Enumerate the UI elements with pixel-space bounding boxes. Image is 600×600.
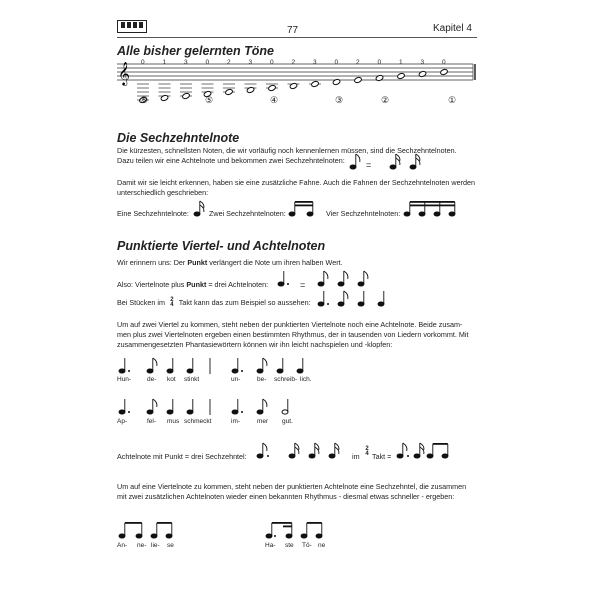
staff-note — [440, 69, 448, 76]
lyric-syllable: im- — [231, 418, 241, 425]
lyric-syllable: kot — [167, 376, 176, 383]
dotted-stuecke: Bei Stücken im 2 4 Takt kann das zum Beispiel so aussehen: — [117, 297, 311, 309]
fingering-number: 0 — [270, 59, 274, 66]
fingering-number: 0 — [205, 59, 210, 66]
chapter-label: Kapitel 4 — [433, 23, 472, 34]
staff-note — [268, 85, 276, 92]
lyric-syllable: mer — [257, 418, 269, 425]
lyric-syllable: lie- — [151, 542, 160, 549]
label-four-sixteenths: Vier Sechzehntelnoten: — [326, 209, 401, 218]
sixteenth-text-4: unterschiedlich geschrieben: — [117, 188, 209, 197]
lyric-syllable: ste — [285, 542, 294, 549]
lyric-syllable: gut. — [282, 418, 293, 425]
lyric-syllable: ne- — [137, 542, 147, 549]
lyric-syllable: be- — [257, 376, 267, 383]
sixteenth-text-3: Damit wir sie leicht erkennen, haben sie eine zusätzliche Fahne. Auch die Fahnen der Sechzehntelnoten werden — [117, 178, 475, 187]
dotted-eighth-rhythm — [257, 440, 467, 462]
fingering-number: 3 — [420, 59, 425, 66]
staff-note — [311, 81, 319, 88]
fingering-number: 2 — [291, 59, 296, 66]
lyric-syllable: de- — [147, 376, 157, 383]
string-number: ④ — [270, 95, 279, 105]
lyric-syllable: mus — [167, 418, 180, 425]
lyric-syllable: An- — [117, 542, 128, 549]
dotted-para-1: Um auf zwei Viertel zu kommen, steht neben der punktierten Viertelnote noch eine Achtelnote. Beide zusam- — [117, 320, 463, 329]
time-signature: 2 4 — [170, 297, 174, 309]
equals-sign-dotted: = — [300, 280, 306, 290]
dotted-rhythm-example — [318, 288, 398, 310]
fingering-number: 0 — [377, 59, 382, 66]
staff-note — [418, 71, 426, 78]
staff-note — [375, 75, 383, 82]
page-number: 77 — [287, 25, 299, 36]
string-number: ① — [448, 95, 457, 105]
eighth-equals-two-sixteenths — [350, 152, 445, 172]
staff-note — [289, 83, 297, 90]
label-two-sixteenths: Zwei Sechzehntelnoten: — [209, 209, 286, 218]
sixteenth-examples — [117, 198, 477, 220]
fingering-number: 3 — [313, 59, 317, 66]
lyric-syllable: Hun- — [117, 376, 132, 383]
dotted-eighth-label: Achtelnote mit Punkt = drei Sechzehntel: — [117, 452, 247, 461]
staff-note — [160, 95, 168, 102]
rhythm-row-3 — [117, 520, 477, 542]
string-number: ⑤ — [205, 95, 214, 105]
achtel-im: im — [352, 452, 360, 461]
fingering-number: 2 — [356, 59, 360, 66]
rhythm-row-1 — [117, 355, 337, 377]
treble-clef-icon: 𝄞 — [118, 61, 130, 85]
dotted-para-4: Um auf eine Viertelnote zu kommen, steht neben der punktierten Achtelnote eine Sechzehntel, die zusammen — [117, 482, 467, 491]
fingering-number: 1 — [399, 59, 403, 66]
dotted-quarter-equals — [278, 268, 378, 290]
lyric-syllable: ne — [318, 542, 326, 549]
rhythm-row-2 — [117, 396, 337, 418]
fingering-number: 2 — [227, 59, 231, 66]
fingering-number: 3 — [248, 59, 253, 66]
fingering-number: 0 — [334, 59, 339, 66]
staff-note — [397, 73, 405, 80]
publisher-logo — [117, 20, 147, 33]
staff-note — [182, 93, 190, 100]
staff-note — [225, 89, 233, 96]
dotted-para-3: zusammengesetzten Phantasiewörtern können wir ihn leicht nachspielen und -klopfen: — [117, 340, 393, 349]
lyric-syllable: schmeckt — [184, 418, 212, 425]
string-number: ⑥ — [140, 95, 149, 105]
dotted-intro: Wir erinnern uns: Der Punkt verlängert die Note um ihren halben Wert. — [117, 258, 343, 267]
header-rule — [117, 37, 477, 38]
lyric-syllable: Tö- — [302, 542, 312, 549]
lyric-syllable: lich. — [300, 376, 312, 383]
string-number: ② — [381, 95, 390, 105]
fingering-number: 3 — [184, 59, 188, 66]
lyric-syllable: schreib- — [274, 376, 298, 383]
fingering-number: 1 — [162, 59, 167, 66]
staff-note — [246, 87, 254, 94]
sixteenth-text-1: Die kürzesten, schnellsten Noten, die wir vorläufig noch kennenlernen müssen, sind die Sechzehntelnoten. — [117, 146, 457, 155]
staff-note — [332, 79, 340, 86]
fingering-number: 0 — [141, 59, 145, 66]
time-signature-2: 2 4 — [365, 446, 369, 457]
lyric-syllable: Ap- — [117, 418, 128, 425]
dotted-para-5: mit zwei zusätzlichen Achtelnoten wieder einen bekannten Rhythmus - diesmal etwas schneller - ergeben: — [117, 492, 455, 501]
lyric-syllable: un- — [231, 376, 241, 383]
string-number: ③ — [335, 95, 344, 105]
dotted-para-2: men plus zwei Viertelnoten ergeben einen bestimmten Rhythmus, der in tausenden von Liedern vorkommt. Mit — [117, 330, 469, 339]
sixteenth-text-2: Dazu teilen wir eine Achtelnote und bekommen zwei Sechzehntelnoten: — [117, 156, 345, 165]
staff-note — [354, 77, 362, 84]
lyric-syllable: Ha- — [265, 542, 276, 549]
lyric-syllable: se — [167, 542, 174, 549]
lyric-syllable: stinkt — [184, 376, 200, 383]
label-one-sixteenth: Eine Sechzehntelnote: — [117, 209, 189, 218]
section-title-dotted: Punktierte Viertel- und Achtelnoten — [117, 239, 326, 253]
lyric-syllable: fel- — [147, 418, 157, 425]
section-title-sixteenth: Die Sechzehntelnote — [117, 131, 240, 145]
fingering-number: 0 — [442, 59, 446, 66]
section-title-all-notes: Alle bisher gelernten Töne — [117, 44, 274, 58]
achtel-takt: Takt = — [372, 452, 392, 461]
dotted-also: Also: Viertelnote plus Punkt = drei Achtelnoten: — [117, 280, 269, 289]
equals-sign: = — [366, 160, 372, 170]
